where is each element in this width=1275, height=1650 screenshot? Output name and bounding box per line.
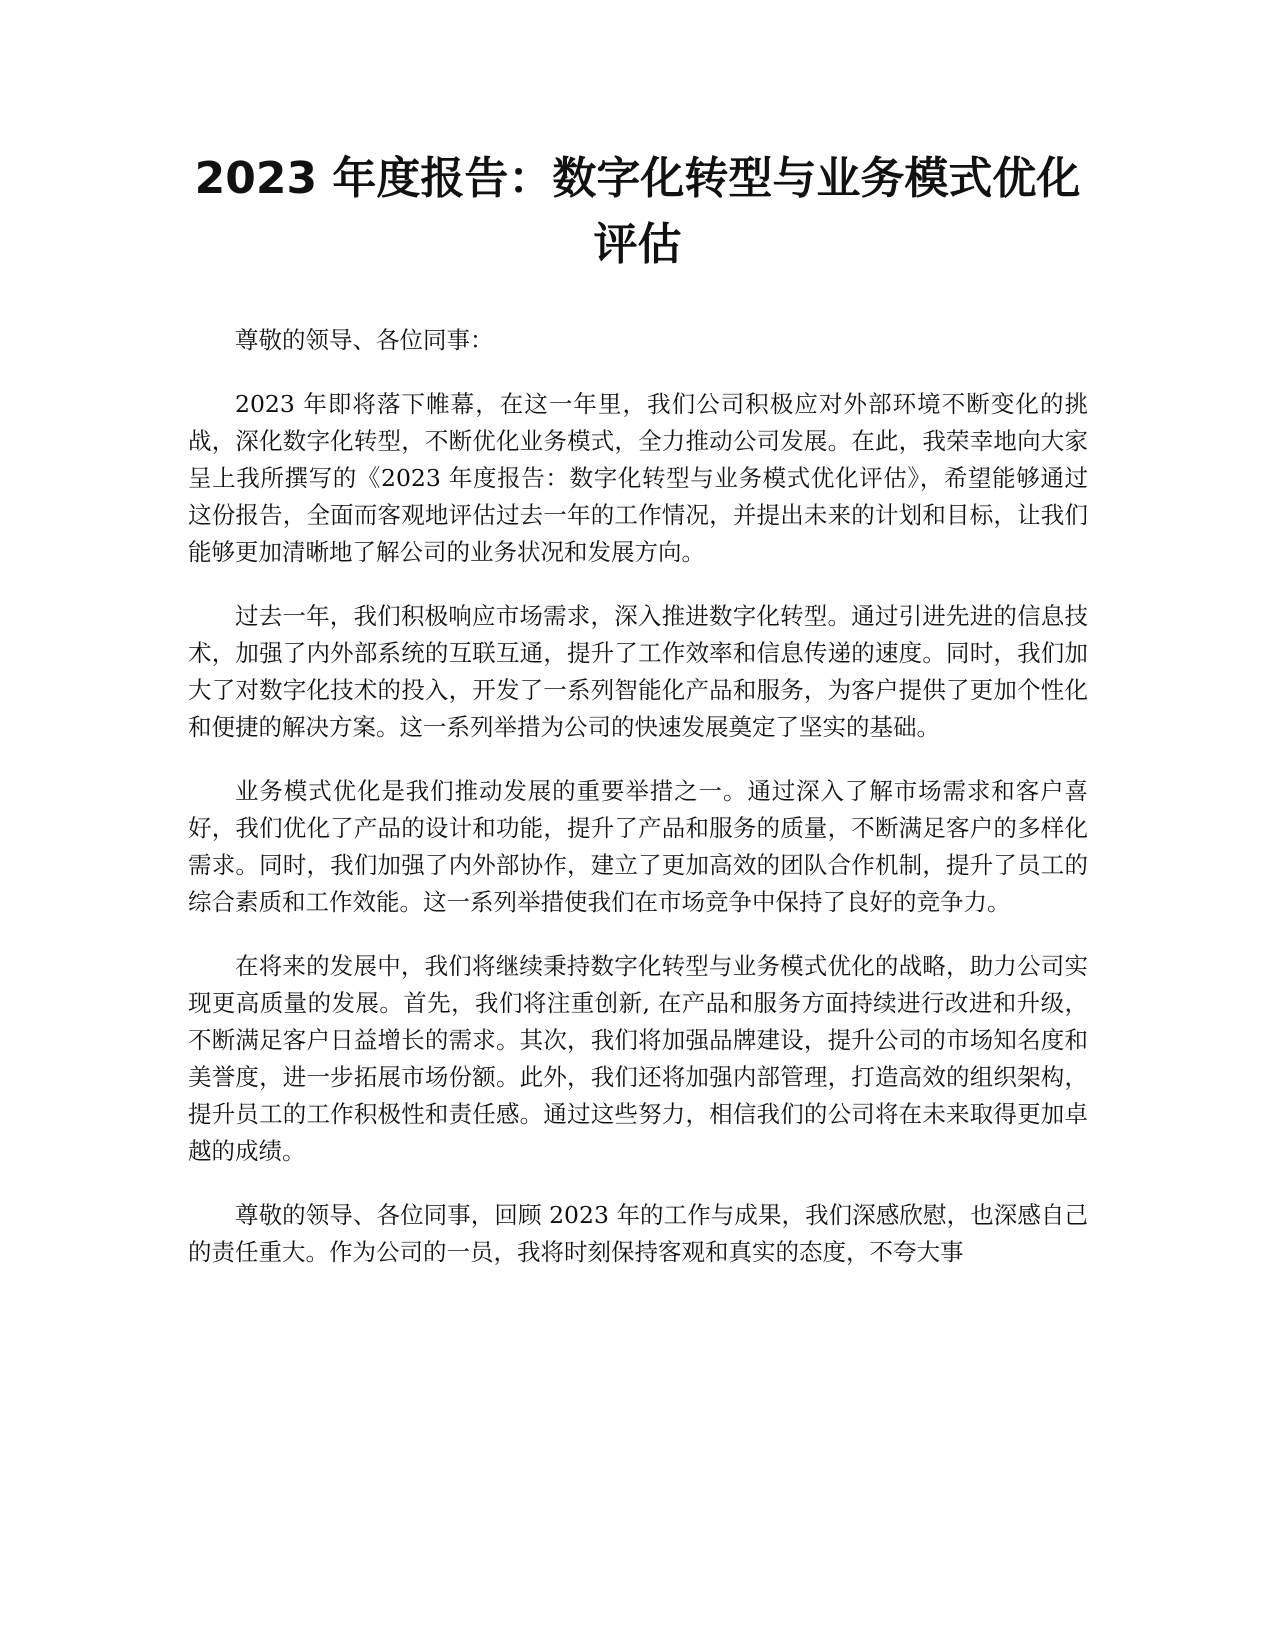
document-body bbox=[188, 322, 1088, 1298]
body-paragraph: 尊敬的领导、各位同事，回顾 2023 年的工作与成果，我们深感欣慰，也深感自己的责任重大。作为公司的一员，我将时刻保持客观和真实的态度，不夸大事 bbox=[188, 1201, 1088, 1266]
body-paragraph: 在将来的发展中，我们将继续秉持数字化转型与业务模式优化的战略，助力公司实现更高质量的发展。首先，我们将注重创新, 在产品和服务方面持续进行改进和升级，不断满足客户日益增长的需求。其次，我们将加强品牌建设，提升公司的市场知名度和美誉度，进一步拓展市场份额。此外，我们还将加强内部管理，打造高效的组织架构，提升员工的工作积极性和责任感。通过这些努力，相信我们的公司将在未来取得更加卓越的成绩。 bbox=[188, 952, 1088, 1165]
body-paragraph: 2023 年即将落下帷幕，在这一年里，我们公司积极应对外部环境不断变化的挑战，深化数字化转型，不断优化业务模式，全力推动公司发展。在此，我荣幸地向大家呈上我所撰写的《2023 年度报告：数字化转型与业务模式优化评估》，希望能够通过这份报告，全面而客观地评估过去一年的工作情况，并提出未来的计划和目标，让我们能够更加清晰地了解公司的业务状况和发展方向。 bbox=[188, 390, 1088, 566]
document-title: 2023 年度报告：数字化转型与业务模式优化评估 bbox=[194, 153, 1081, 270]
salutation-paragraph: 尊敬的领导、各位同事： bbox=[235, 326, 494, 354]
body-paragraph: 过去一年，我们积极响应市场需求，深入推进数字化转型。通过引进先进的信息技术，加强了内外部系统的互联互通，提升了工作效率和信息传递的速度。同时，我们加大了对数字化技术的投入，开发了一系列智能化产品和服务，为客户提供了更加个性化和便捷的解决方案。这一系列举措为公司的快速发展奠定了坚实的基础。 bbox=[188, 602, 1088, 741]
body-paragraph: 业务模式优化是我们推动发展的重要举措之一。通过深入了解市场需求和客户喜好，我们优化了产品的设计和功能，提升了产品和服务的质量，不断满足客户的多样化需求。同时，我们加强了内外部协作，建立了更加高效的团队合作机制，提升了员工的综合素质和工作效能。这一系列举措使我们在市场竞争中保持了良好的竞争力。 bbox=[188, 777, 1088, 916]
